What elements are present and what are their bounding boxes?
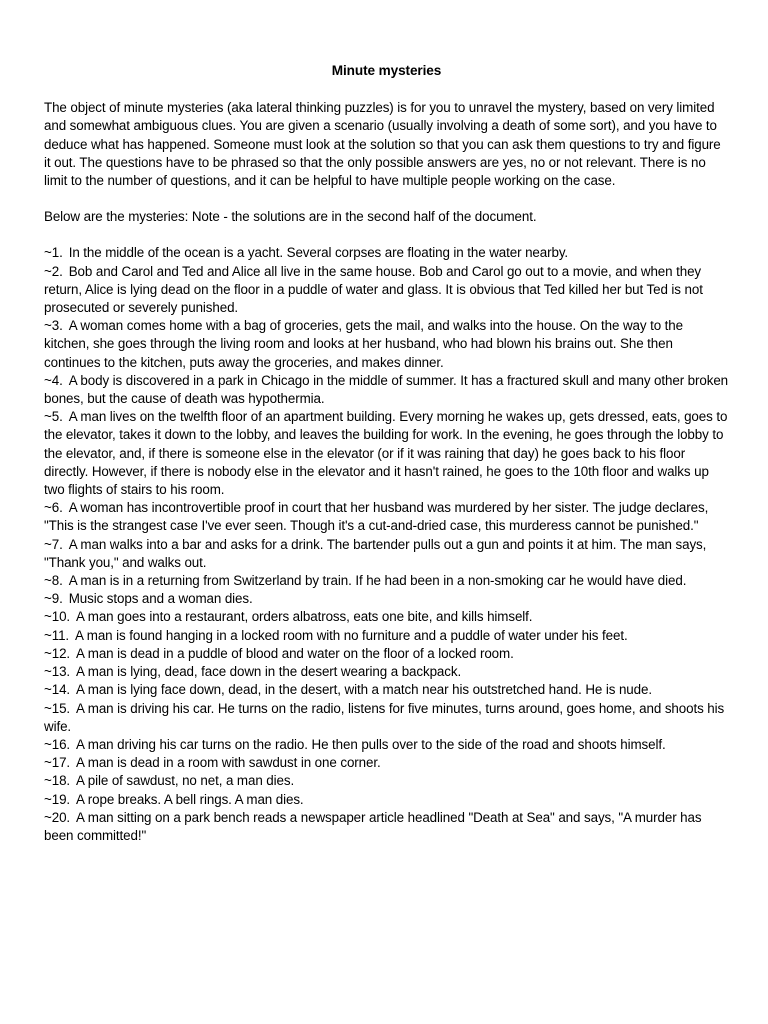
mystery-number: ~4. <box>44 372 63 388</box>
mystery-number: ~6. <box>44 500 63 516</box>
mystery-item <box>44 663 729 681</box>
mystery-number: ~8. <box>44 573 63 589</box>
mystery-text: A man goes into a restaurant, orders albatross, eats one bite, and kills himself. <box>76 609 533 625</box>
mystery-item <box>44 627 729 645</box>
mystery-item <box>44 317 729 372</box>
mystery-text: A rope breaks. A bell rings. A man dies. <box>76 791 304 807</box>
mystery-number: ~7. <box>44 536 63 552</box>
mystery-number: ~17. <box>44 755 71 771</box>
mystery-number: ~11. <box>44 627 70 643</box>
mystery-item <box>44 754 729 772</box>
mystery-item <box>44 572 729 590</box>
mystery-item <box>44 772 729 790</box>
mystery-text: A man is dead in a room with sawdust in one corner. <box>76 755 381 771</box>
mystery-item <box>44 408 729 499</box>
mystery-text: A man is found hanging in a locked room with no furniture and a puddle of water under his feet. <box>75 627 628 643</box>
mystery-number: ~1. <box>44 245 63 261</box>
mystery-item <box>44 244 729 262</box>
mystery-text: A man lives on the twelfth floor of an apartment building. Every morning he wakes up, gets dressed, eats, goes to the elevator, takes it down to the lobby, and leaves the building for work. In the evening, he goes through the lobby to the elevator, and, if there is someone else in the elevator (or if it was raining that day) he goes back to his floor directly. However, if there is nobody else in the elevator and it hasn't rained, he goes to the 10th floor and walks up two flights of stairs to his room. <box>44 409 728 498</box>
mystery-item <box>44 645 729 663</box>
mystery-text: A man walks into a bar and asks for a drink. The bartender pulls out a gun and points it at him. The man says, "Thank you," and walks out. <box>44 536 707 570</box>
document-page <box>44 62 729 845</box>
mystery-text: A body is discovered in a park in Chicago in the middle of summer. It has a fractured skull and many other broken bones, but the cause of death was hypothermia. <box>44 372 729 407</box>
mystery-number: ~9. <box>44 591 63 607</box>
mystery-item <box>44 590 729 608</box>
mystery-number: ~12. <box>44 645 71 661</box>
mystery-number: ~3. <box>44 318 63 334</box>
mystery-item <box>44 700 729 736</box>
mystery-text: A man is lying, dead, face down in the desert wearing a backpack. <box>76 664 462 680</box>
mystery-item <box>44 608 729 626</box>
mystery-text: A man is dead in a puddle of blood and water on the floor of a locked room. <box>76 645 514 661</box>
document-title: Minute mysteries <box>331 63 442 78</box>
mystery-text: Music stops and a woman dies. <box>68 591 253 607</box>
mystery-list <box>44 244 729 845</box>
mystery-item <box>44 791 729 809</box>
mystery-number: ~14. <box>44 682 71 698</box>
mystery-number: ~13. <box>44 664 71 680</box>
mystery-item <box>44 536 729 572</box>
mystery-number: ~2. <box>44 263 63 279</box>
mystery-text: A pile of sawdust, no net, a man dies. <box>76 773 295 789</box>
mystery-text: A man sitting on a park bench reads a newspaper article headlined "Death at Sea" and says, "A murder has been committed!" <box>44 809 702 843</box>
mystery-number: ~20. <box>44 809 71 825</box>
mystery-number: ~15. <box>44 700 71 716</box>
mystery-item <box>44 372 729 408</box>
mystery-item <box>44 736 729 754</box>
mystery-number: ~10. <box>44 609 71 625</box>
mystery-text: In the middle of the ocean is a yacht. Several corpses are floating in the water nearby. <box>68 245 569 261</box>
mystery-item <box>44 681 729 699</box>
mystery-item <box>44 809 729 845</box>
mystery-item <box>44 499 729 535</box>
mystery-number: ~18. <box>44 773 71 789</box>
mystery-number: ~5. <box>44 409 63 425</box>
intro-paragraph: The object of minute mysteries (aka lateral thinking puzzles) is for you to unravel the mystery, based on very limited and somewhat ambiguous clues. You are given a scenario (usually involving a death of some sort), and you have to deduce what has happened. Someone must look at the solution so that you can ask them questions to try and figure it out. The questions have to be phrased so that the only possible answers are yes, no or not relevant. There is no limit to the number of questions, and it can be helpful to have multiple people working on the case. <box>44 100 721 189</box>
mystery-item <box>44 263 729 318</box>
mystery-text: A man driving his car turns on the radio. He then pulls over to the side of the road and shoots himself. <box>76 736 666 752</box>
mystery-number: ~16. <box>44 736 71 752</box>
mystery-text: A man is driving his car. He turns on the radio, listens for five minutes, turns around, goes home, and shoots his wife. <box>44 700 725 734</box>
mystery-text: A woman has incontrovertible proof in court that her husband was murdered by her sister. The judge declares, "This is the strangest case I've ever seen. Though it's a cut-and-dried case, this murderess cannot be punished." <box>44 500 709 534</box>
mystery-text: Bob and Carol and Ted and Alice all live in the same house. Bob and Carol go out to a movie, and when they return, Alice is lying dead on the floor in a puddle of water and glass. It is obvious that Ted killed her but Ted is not prosecuted or severely punished. <box>44 263 703 316</box>
mystery-text: A woman comes home with a bag of groceries, gets the mail, and walks into the house. On the way to the kitchen, she goes through the living room and looks at her husband, who had blown his brains out. She then continues to the kitchen, puts away the groceries, and makes dinner. <box>44 318 683 370</box>
mysteries-notice: Below are the mysteries: Note - the solutions are in the second half of the document. <box>44 209 537 225</box>
mystery-text: A man is lying face down, dead, in the desert, with a match near his outstretched hand. He is nude. <box>76 682 652 698</box>
mystery-number: ~19. <box>44 791 71 807</box>
mystery-text: A man is in a returning from Switzerland by train. If he had been in a non-smoking car he would have died. <box>68 573 687 589</box>
